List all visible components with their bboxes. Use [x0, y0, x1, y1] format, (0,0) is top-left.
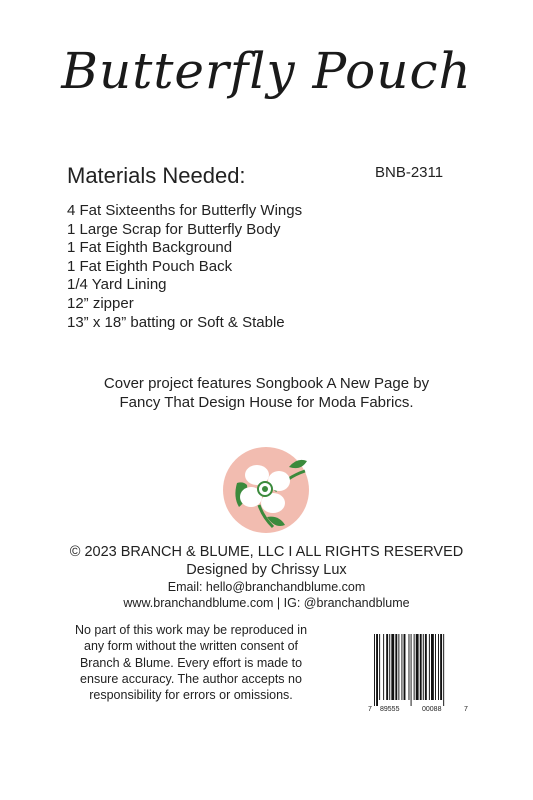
material-item: 1 Fat Eighth Background: [67, 239, 233, 257]
email-line: Email: hello@branchandblume.com: [167, 580, 366, 594]
barcode-bar: [423, 634, 424, 700]
barcode-bar: [374, 634, 375, 706]
barcode-bar: [395, 634, 397, 700]
material-item: 4 Fat Sixteenths for Butterfly Wings: [67, 202, 303, 219]
barcode-bar: [416, 634, 419, 700]
barcode-digit: 7: [368, 706, 372, 713]
disclaimer-line: any form without the written consent of: [84, 639, 298, 654]
disclaimer: [60, 622, 322, 703]
barcode-bar: [431, 634, 434, 700]
material-item: 1 Large Scrap for Butterfly Body: [67, 220, 281, 238]
barcode-bar: [425, 634, 427, 700]
barcode-bar: [404, 634, 406, 700]
disclaimer-line: No part of this work may be reproduced in: [74, 623, 308, 637]
barcode: [366, 632, 470, 714]
barcode-digit: 89555: [380, 706, 400, 713]
barcode-bar: [443, 634, 444, 706]
barcode-bar: [401, 634, 402, 700]
barcode-bar: [409, 634, 410, 700]
barcode-bar: [440, 634, 442, 700]
disclaimer-line: Branch & Blume. Every effort is made to: [79, 655, 303, 670]
material-item: 1 Fat Eighth Pouch Back: [67, 257, 233, 275]
barcode-bar: [379, 634, 380, 700]
cover-note-line: Cover project features Songbook A New Page by: [103, 375, 430, 392]
barcode-bar: [389, 634, 390, 700]
barcode-bar: [383, 634, 384, 700]
pattern-number: BNB-2311: [375, 164, 444, 181]
material-item: 1/4 Yard Lining: [67, 276, 167, 294]
logo-flower-center: [262, 486, 268, 492]
disclaimer-line: responsibility for errors or omissions.: [89, 688, 293, 703]
disclaimer-line: ensure accuracy. The author accepts no: [80, 671, 302, 686]
materials-list: [67, 202, 302, 332]
credits: [0, 543, 533, 611]
barcode-bar: [411, 634, 412, 706]
barcode-bar: [391, 634, 394, 700]
page-title: Butterfly Pouch: [61, 42, 472, 100]
material-item: 12” zipper: [67, 294, 134, 312]
designer-credit: Designed by Chrissy Lux: [186, 562, 347, 578]
materials-heading: Materials Needed:: [67, 163, 246, 188]
barcode-bar: [429, 634, 430, 700]
barcode-bar: [398, 634, 399, 700]
copyright-notice: © 2023 BRANCH & BLUME, LLC I ALL RIGHTS RESERVED: [69, 544, 464, 560]
barcode-bar: [420, 634, 422, 700]
material-item: 13” x 18” batting or Soft & Stable: [67, 313, 285, 331]
cover-note: [0, 374, 533, 412]
website-line: www.branchandblume.com | IG: @branchandblume: [123, 596, 410, 610]
barcode-bar: [435, 634, 436, 700]
barcode-bar: [414, 634, 415, 700]
cover-note-line: Fancy That Design House for Moda Fabrics.: [119, 394, 414, 411]
barcode-digit: 00088: [422, 706, 442, 713]
barcode-bar: [386, 634, 388, 700]
barcode-digit: 7: [464, 706, 468, 713]
barcode-bar: [376, 634, 378, 706]
barcode-bar: [438, 634, 439, 700]
dogwood-flower-icon: [223, 447, 309, 533]
